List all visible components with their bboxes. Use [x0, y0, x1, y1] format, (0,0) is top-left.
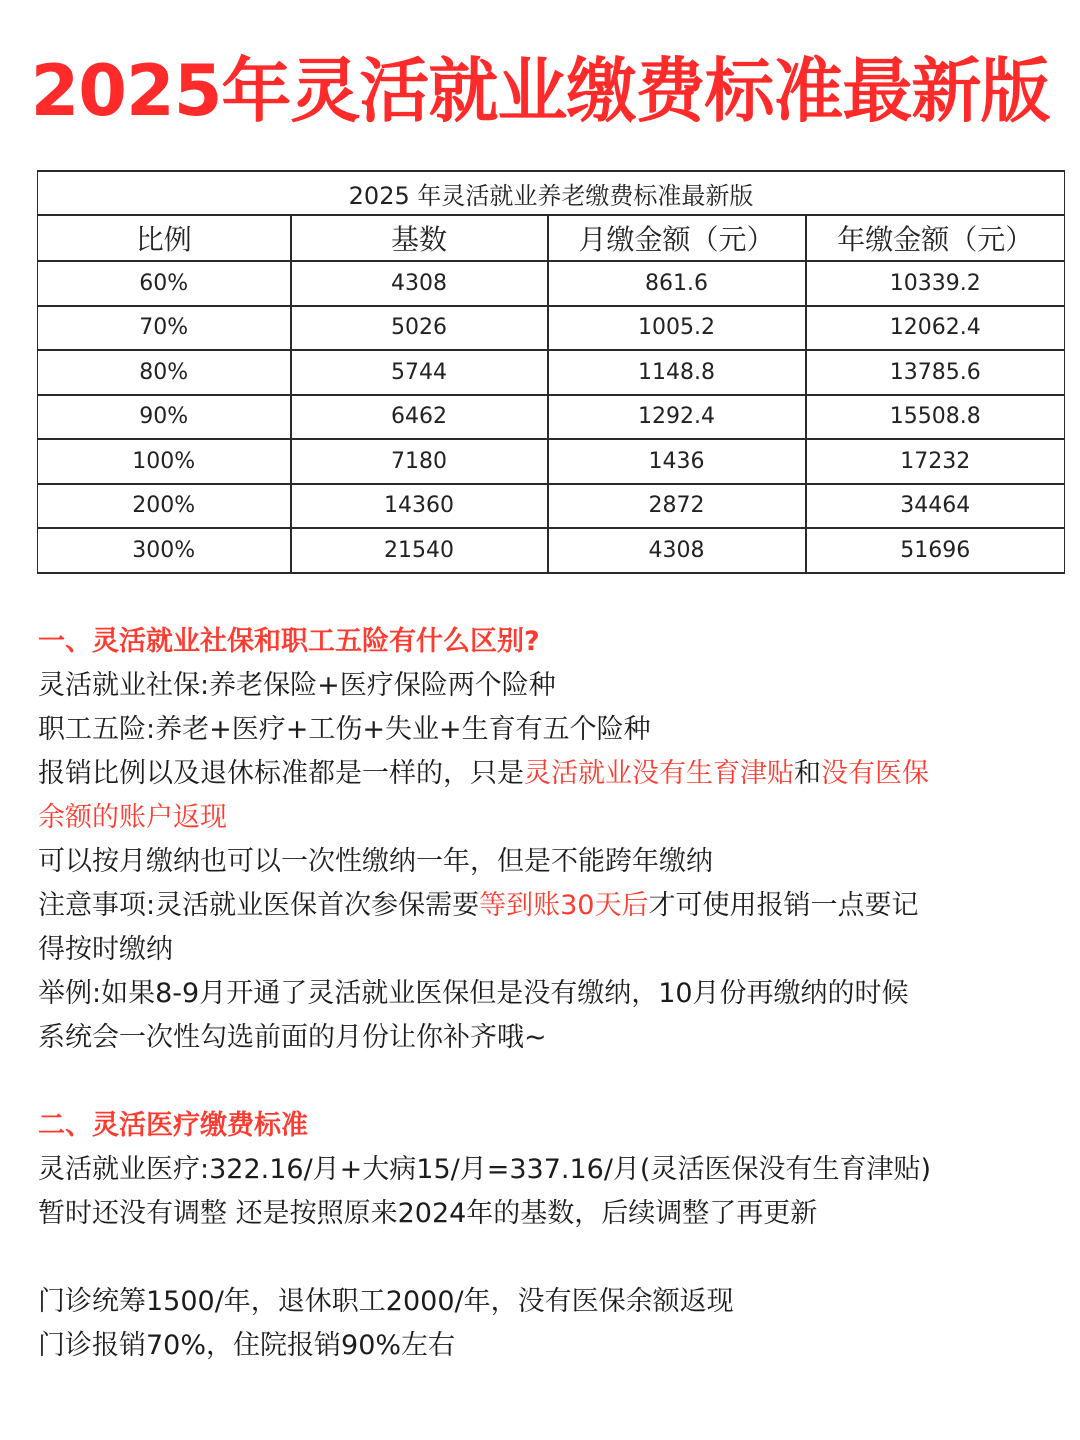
- section1-line-9: 系统会一次性勾选前面的月份让你补齐哦~: [38, 1022, 547, 1053]
- section-spacer: [38, 1060, 1058, 1104]
- table-row: [38, 306, 1065, 351]
- table-row: [38, 395, 1065, 440]
- contribution-table-container: [37, 170, 1064, 574]
- header-ratio: 比例: [38, 215, 291, 261]
- cell-base: 4308: [291, 261, 548, 306]
- header-base: 基数: [291, 215, 548, 261]
- header-yearly: 年缴金额（元）: [806, 215, 1065, 261]
- contribution-table: [37, 170, 1065, 574]
- text-segment: 才可使用报销一点要记: [648, 890, 919, 921]
- section1-heading: 一、灵活就业社保和职工五险有什么区别?: [38, 626, 540, 657]
- section1-line-4: 余额的账户返现: [38, 802, 227, 833]
- table-row: [38, 350, 1065, 395]
- text-segment: 和: [794, 758, 821, 789]
- section1-line-7: 得按时缴纳: [38, 934, 173, 965]
- section1-line-5: 可以按月缴纳也可以一次性缴纳一年，但是不能跨年缴纳: [38, 846, 713, 877]
- cell-ratio: 80%: [38, 350, 291, 395]
- cell-ratio: 300%: [38, 528, 291, 573]
- cell-ratio: 70%: [38, 306, 291, 351]
- section-spacer: [38, 1236, 1058, 1280]
- cell-ratio: 90%: [38, 395, 291, 440]
- page-title: 2025年灵活就业缴费标准最新版: [30, 50, 1050, 132]
- highlight-wait-30-days: 等到账30天后: [479, 890, 649, 921]
- cell-monthly: 4308: [548, 528, 806, 573]
- cell-monthly: 1148.8: [548, 350, 806, 395]
- table-row: [38, 484, 1065, 529]
- cell-ratio: 60%: [38, 261, 291, 306]
- cell-base: 5744: [291, 350, 548, 395]
- section2-line-1: 灵活就业医疗:322.16/月+大病15/月=337.16/月(灵活医保没有生育津贴): [38, 1154, 932, 1185]
- cell-ratio: 200%: [38, 484, 291, 529]
- table-row: [38, 439, 1065, 484]
- cell-base: 21540: [291, 528, 548, 573]
- cell-yearly: 10339.2: [806, 261, 1065, 306]
- cell-base: 6462: [291, 395, 548, 440]
- cell-yearly: 15508.8: [806, 395, 1065, 440]
- cell-yearly: 13785.6: [806, 350, 1065, 395]
- section2-line-3: 门诊统筹1500/年，退休职工2000/年，没有医保余额返现: [38, 1286, 734, 1317]
- cell-monthly: 1436: [548, 439, 806, 484]
- cell-monthly: 861.6: [548, 261, 806, 306]
- table-header-row: [38, 215, 1065, 261]
- header-monthly: 月缴金额（元）: [548, 215, 806, 261]
- text-segment: 注意事项:灵活就业医保首次参保需要: [38, 890, 480, 921]
- highlight-no-maternity-allowance: 灵活就业没有生育津贴: [524, 758, 794, 789]
- cell-yearly: 34464: [806, 484, 1065, 529]
- cell-ratio: 100%: [38, 439, 291, 484]
- cell-yearly: 51696: [806, 528, 1065, 573]
- section1-line-8: 举例:如果8-9月开通了灵活就业医保但是没有缴纳，10月份再缴纳的时候: [38, 978, 909, 1009]
- section2-line-2: 暂时还没有调整 还是按照原来2024年的基数，后续调整了再更新: [38, 1198, 818, 1229]
- cell-monthly: 2872: [548, 484, 806, 529]
- section2-line-4: 门诊报销70%，住院报销90%左右: [38, 1330, 456, 1361]
- section1-line-1: 灵活就业社保:养老保险+医疗保险两个险种: [38, 670, 556, 701]
- cell-monthly: 1292.4: [548, 395, 806, 440]
- cell-monthly: 1005.2: [548, 306, 806, 351]
- section1-line-2: 职工五险:养老+医疗+工伤+失业+生育有五个险种: [38, 714, 651, 745]
- section1-line-6: [38, 884, 1058, 928]
- cell-base: 14360: [291, 484, 548, 529]
- cell-base: 7180: [291, 439, 548, 484]
- article-body: [38, 620, 1058, 1368]
- section2-heading: 二、灵活医疗缴费标准: [38, 1110, 308, 1141]
- section1-line-3: [38, 752, 1058, 796]
- table-row: [38, 528, 1065, 573]
- table-row: [38, 261, 1065, 306]
- table-caption: 2025 年灵活就业养老缴费标准最新版: [38, 171, 1065, 215]
- cell-yearly: 17232: [806, 439, 1065, 484]
- text-segment: 报销比例以及退休标准都是一样的，只是: [38, 758, 524, 789]
- highlight-no-medical-balance: 没有医保: [821, 758, 929, 789]
- cell-yearly: 12062.4: [806, 306, 1065, 351]
- cell-base: 5026: [291, 306, 548, 351]
